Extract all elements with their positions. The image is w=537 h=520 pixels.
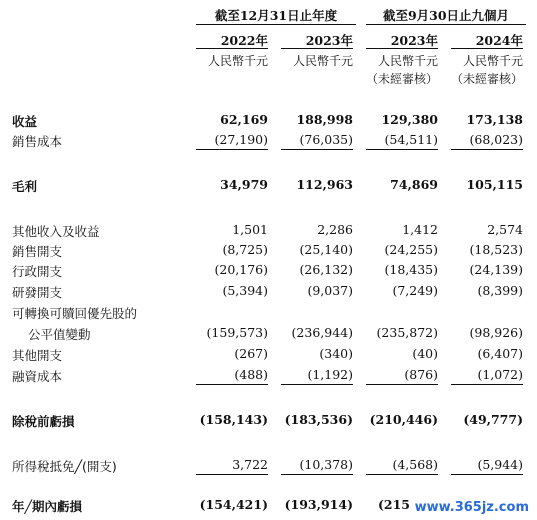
row-label-fair-value-change: 公平值變動 xyxy=(28,327,91,342)
cell-income-tax-4: (5,944) xyxy=(477,457,523,472)
cell-rd-expenses-4: (8,399) xyxy=(477,283,523,298)
row-label-gross-profit: 毛利 xyxy=(12,179,38,194)
cell-revenue-2: 188,998 xyxy=(296,112,353,127)
cell-loss-before-tax-2: (183,536) xyxy=(284,412,353,427)
cell-loss-before-tax-4: (49,777) xyxy=(463,412,523,427)
cell-finance-costs-2: (1,192) xyxy=(307,367,353,382)
year-header-3: 2023年 xyxy=(390,33,438,48)
header-group-9m-rule xyxy=(366,24,526,25)
cell-revenue-1: 62,169 xyxy=(220,112,268,127)
subtotal-rule-1 xyxy=(196,149,268,150)
cell-rd-expenses-1: (5,394) xyxy=(222,283,268,298)
cell-loss-before-tax-3: (210,446) xyxy=(369,412,438,427)
row-label-other-expenses: 其他開支 xyxy=(12,348,63,363)
cell-other-income-4: 2,574 xyxy=(487,222,523,237)
cell-revenue-3: 129,380 xyxy=(381,112,438,127)
cell-cost-of-sales-3: (54,511) xyxy=(384,132,438,147)
cell-admin-expenses-2: (26,132) xyxy=(299,262,353,277)
pretax-rule-2 xyxy=(281,384,353,385)
cell-selling-expenses-2: (25,140) xyxy=(299,242,353,257)
cell-admin-expenses-1: (20,176) xyxy=(214,262,268,277)
year-header-4: 2024年 xyxy=(475,33,523,48)
subtotal-rule-3 xyxy=(366,149,438,150)
net-rule-4 xyxy=(451,474,523,475)
cell-cost-of-sales-2: (76,035) xyxy=(299,132,353,147)
cell-admin-expenses-4: (24,139) xyxy=(469,262,523,277)
year-rule-4 xyxy=(451,48,523,49)
cell-fair-value-change-4: (98,926) xyxy=(469,325,523,340)
cell-fair-value-change-1: (159,573) xyxy=(206,325,268,340)
year-header-2: 2023年 xyxy=(305,33,353,48)
pretax-rule-1 xyxy=(196,384,268,385)
cell-income-tax-3: (4,568) xyxy=(392,457,438,472)
cell-other-expenses-1: (267) xyxy=(234,346,268,361)
cell-revenue-4: 173,138 xyxy=(466,112,523,127)
net-rule-3 xyxy=(366,474,438,475)
year-rule-1 xyxy=(196,48,268,49)
cell-other-income-1: 1,501 xyxy=(232,222,268,237)
cell-income-tax-1: 3,722 xyxy=(232,457,268,472)
header-group-fy: 截至12月31日止年度 xyxy=(214,8,338,23)
row-label-cost-of-sales: 銷售成本 xyxy=(12,134,63,149)
unit-header-1: 人民幣千元 xyxy=(207,54,268,68)
cell-selling-expenses-4: (18,523) xyxy=(469,242,523,257)
subtotal-rule-4 xyxy=(451,149,523,150)
row-label-selling-expenses: 銷售開支 xyxy=(12,244,63,259)
row-label-other-income: 其他收入及收益 xyxy=(12,224,100,239)
cell-loss-before-tax-1: (158,143) xyxy=(199,412,268,427)
cell-loss-for-period-2: (193,914) xyxy=(284,497,353,512)
row-label-preferred-shares: 可轉換可贖回優先股的 xyxy=(12,306,138,321)
cell-other-income-3: 1,412 xyxy=(402,222,438,237)
unit-header-3: 人民幣千元 xyxy=(377,54,438,68)
cell-other-expenses-3: (40) xyxy=(412,346,438,361)
cell-loss-for-period-3: (215 xyxy=(377,497,410,512)
pretax-rule-4 xyxy=(451,384,523,385)
cell-selling-expenses-3: (24,255) xyxy=(384,242,438,257)
cell-rd-expenses-2: (9,037) xyxy=(307,283,353,298)
row-label-income-tax: 所得稅抵免╱(開支) xyxy=(12,459,117,474)
cell-gross-profit-4: 105,115 xyxy=(466,177,523,192)
row-label-admin-expenses: 行政開支 xyxy=(12,264,63,279)
row-label-loss-for-period: 年╱期內虧損 xyxy=(12,499,83,514)
watermark: www.365jz.com xyxy=(411,499,533,516)
pretax-rule-3 xyxy=(366,384,438,385)
unaudited-note-3: （未經審核） xyxy=(365,72,438,86)
cell-gross-profit-2: 112,963 xyxy=(296,177,353,192)
cell-gross-profit-1: 34,979 xyxy=(220,177,268,192)
cell-finance-costs-1: (488) xyxy=(234,367,268,382)
unaudited-note-4: （未經審核） xyxy=(450,72,523,86)
row-label-revenue: 收益 xyxy=(12,114,38,129)
cell-rd-expenses-3: (7,249) xyxy=(392,283,438,298)
row-label-loss-before-tax: 除稅前虧損 xyxy=(12,414,75,429)
cell-other-income-2: 2,286 xyxy=(317,222,353,237)
cell-other-expenses-4: (6,407) xyxy=(477,346,523,361)
cell-other-expenses-2: (340) xyxy=(319,346,353,361)
cell-finance-costs-4: (1,072) xyxy=(477,367,523,382)
cell-finance-costs-3: (876) xyxy=(404,367,438,382)
cell-cost-of-sales-4: (68,023) xyxy=(469,132,523,147)
unit-header-2: 人民幣千元 xyxy=(292,54,353,68)
cell-fair-value-change-2: (236,944) xyxy=(291,325,353,340)
cell-admin-expenses-3: (18,435) xyxy=(384,262,438,277)
header-group-fy-rule xyxy=(196,24,356,25)
cell-loss-for-period-1: (154,421) xyxy=(199,497,268,512)
row-label-finance-costs: 融資成本 xyxy=(12,369,63,384)
cell-cost-of-sales-1: (27,190) xyxy=(214,132,268,147)
cell-income-tax-2: (10,378) xyxy=(299,457,353,472)
row-label-rd-expenses: 研發開支 xyxy=(12,285,63,300)
net-rule-1 xyxy=(196,474,268,475)
year-header-1: 2022年 xyxy=(220,33,268,48)
subtotal-rule-2 xyxy=(281,149,353,150)
cell-selling-expenses-1: (8,725) xyxy=(222,242,268,257)
cell-gross-profit-3: 74,869 xyxy=(390,177,438,192)
year-rule-2 xyxy=(281,48,353,49)
net-rule-2 xyxy=(281,474,353,475)
header-group-9m: 截至9月30日止九個月 xyxy=(382,8,510,23)
year-rule-3 xyxy=(366,48,438,49)
unit-header-4: 人民幣千元 xyxy=(462,54,523,68)
cell-fair-value-change-3: (235,872) xyxy=(376,325,438,340)
